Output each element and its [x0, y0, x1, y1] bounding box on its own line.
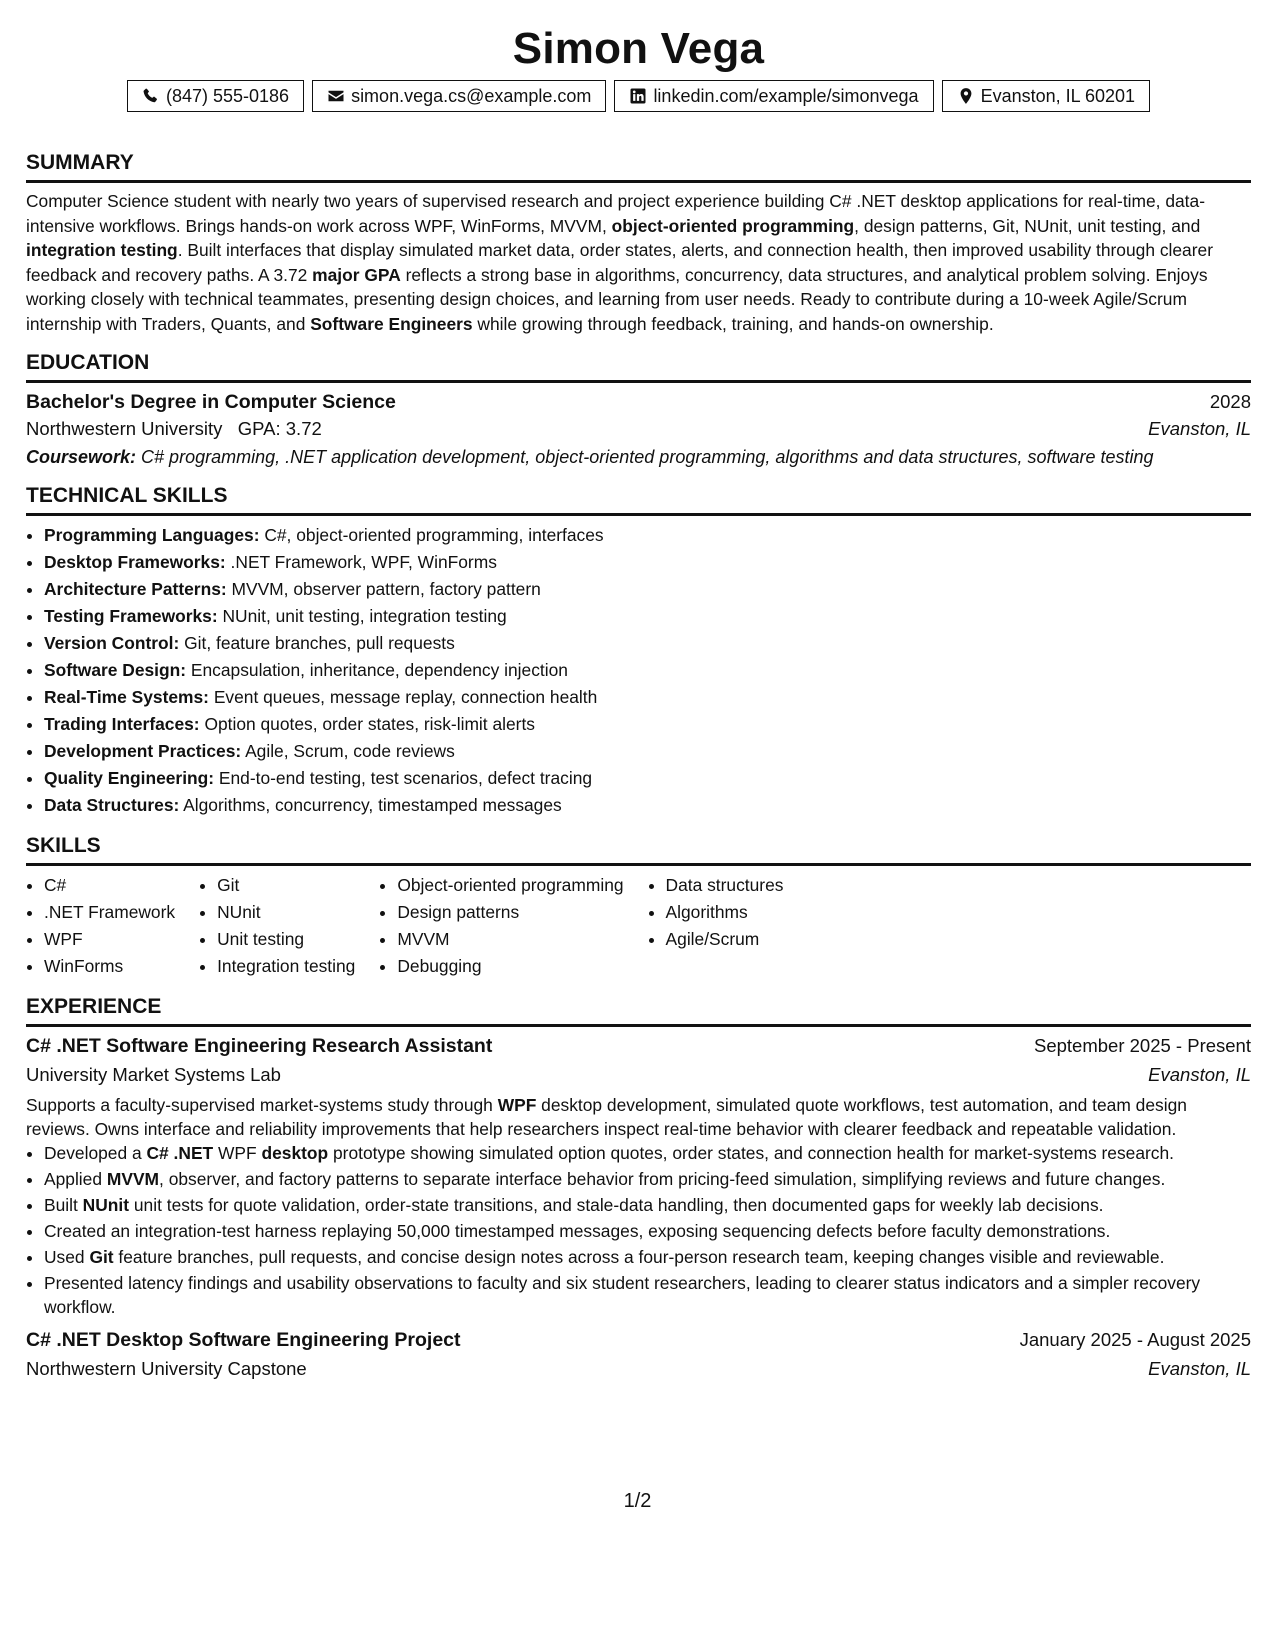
list-item: • Algorithms — [666, 899, 784, 926]
page-number: 1/2 — [623, 1490, 652, 1512]
bullet-segment: unit tests for quote validation, order-state transitions, and stale-data handling, then documented gaps for weekly lab decisions. — [129, 1195, 1104, 1215]
bullet-segment: Created an integration-test harness replaying 50,000 timestamped messages, exposing sequencing defects before faculty demonstrations. — [44, 1221, 1111, 1241]
summary-segment: . Built interfaces that display simulated market data, order states, alerts, and connection health, then improved usability through clearer feedback and recovery paths. A 3.72 — [26, 240, 1213, 285]
list-item: • Object-oriented programming — [397, 872, 623, 899]
skill-value: Algorithms, concurrency, timestamped messages — [183, 795, 562, 815]
bullet-segment: Used — [44, 1247, 90, 1267]
summary-keyword: object-oriented programming — [611, 215, 855, 236]
bullet-segment: , observer, and factory patterns to separate interface behavior from pricing-feed simulation, simplifying reviews and future changes. — [159, 1169, 1166, 1189]
bullet-keyword: C# .NET — [146, 1143, 214, 1163]
role-title: C# .NET Software Engineering Research Assistant — [26, 1035, 493, 1057]
list-item — [44, 711, 1251, 738]
school-name: Northwestern University — [26, 418, 223, 439]
list-item: • Unit testing — [217, 926, 355, 953]
skills-column — [648, 872, 784, 980]
list-item: • Agile/Scrum — [666, 926, 784, 953]
list-item — [44, 1167, 1251, 1191]
list-item: • NUnit — [217, 899, 355, 926]
role-dates: January 2025 - August 2025 — [1019, 1329, 1251, 1350]
list-item: • Git — [217, 872, 355, 899]
technical-skills-list — [26, 522, 1251, 819]
bullet-segment: Developed a — [44, 1143, 147, 1163]
organization: University Market Systems Lab — [26, 1064, 281, 1085]
list-item — [44, 576, 1251, 603]
contact-linkedin[interactable] — [614, 80, 933, 112]
education-header-row — [26, 391, 1251, 414]
candidate-name: Simon Vega — [512, 24, 765, 73]
coursework — [26, 446, 1251, 469]
skill-label: Desktop Frameworks: — [44, 552, 226, 572]
skill-label: Programming Languages: — [44, 525, 260, 545]
school-line — [26, 418, 322, 440]
skills-heading: SKILLS — [26, 833, 1251, 866]
experience-org-row — [26, 1358, 1251, 1380]
list-item — [44, 765, 1251, 792]
summary-text — [26, 189, 1251, 336]
summary-keyword: Software Engineers — [310, 313, 473, 334]
skill-value: Event queues, message replay, connection health — [213, 687, 598, 707]
role-title: C# .NET Desktop Software Engineering Project — [26, 1329, 461, 1351]
resume-page — [26, 22, 1251, 1380]
role-bullets — [26, 1141, 1251, 1319]
bullet-segment: Presented latency findings and usability observations to faculty and six student researchers, leading to clearer status indicators and a simpler recovery workflow. — [44, 1273, 1201, 1317]
education-heading: EDUCATION — [26, 350, 1251, 383]
list-item — [44, 630, 1251, 657]
bullet-segment: Applied — [44, 1169, 107, 1189]
education-school-row — [26, 418, 1251, 440]
summary-segment: , design patterns, Git, NUnit, unit testing, and — [854, 215, 1201, 236]
school-location: Evanston, IL — [1148, 418, 1251, 439]
bullet-keyword: desktop — [261, 1143, 329, 1163]
list-item — [44, 603, 1251, 630]
skill-label: Real-Time Systems: — [44, 687, 209, 707]
skill-label: Software Design: — [44, 660, 187, 680]
gpa: GPA: 3.72 — [237, 418, 322, 439]
list-item — [44, 1219, 1251, 1243]
list-item — [44, 792, 1251, 819]
list-item — [44, 1271, 1251, 1319]
coursework-text: C# programming, .NET application development, object-oriented programming, algorithms and data structures, software testing — [141, 447, 1154, 467]
list-item — [44, 657, 1251, 684]
summary-keyword: major GPA — [312, 264, 401, 285]
linkedin-icon — [629, 87, 647, 105]
skill-value: Git, feature branches, pull requests — [184, 633, 455, 653]
summary-keyword: integration testing — [26, 240, 178, 260]
map-pin-icon — [957, 87, 975, 105]
contact-phone[interactable] — [127, 80, 304, 112]
summary-heading: SUMMARY — [26, 150, 1251, 183]
skill-label: Testing Frameworks: — [44, 606, 218, 626]
list-item: • .NET Framework — [44, 899, 175, 926]
list-item — [44, 1245, 1251, 1269]
technical-skills-heading: TECHNICAL SKILLS — [26, 483, 1251, 516]
skill-label: Architecture Patterns: — [44, 579, 227, 599]
role-location: Evanston, IL — [1148, 1064, 1251, 1085]
bullet-keyword: Git — [89, 1247, 114, 1267]
phone-icon — [142, 87, 160, 105]
skill-value: End-to-end testing, test scenarios, defect tracing — [218, 768, 593, 788]
bullet-segment: prototype showing simulated option quotes, order states, and connection health for market-systems research. — [328, 1143, 1174, 1163]
list-item: • MVVM — [397, 926, 623, 953]
experience-entry — [26, 1035, 1251, 1319]
skill-value: .NET Framework, WPF, WinForms — [230, 552, 497, 572]
list-item: • Design patterns — [397, 899, 623, 926]
bullet-segment: WPF — [213, 1143, 262, 1163]
bullet-segment: Built — [44, 1195, 83, 1215]
list-item — [44, 684, 1251, 711]
experience-entry — [26, 1329, 1251, 1380]
list-item — [44, 738, 1251, 765]
bullet-segment: feature branches, pull requests, and concise design notes across a four-person research team, keeping changes visible and reviewable. — [113, 1247, 1165, 1267]
list-item: • Data structures — [666, 872, 784, 899]
skill-label: Trading Interfaces: — [44, 714, 200, 734]
summary-segment: Computer Science student with nearly two years of supervised research and project experience building C# .NET desktop applications for real-time, data-intensive workflows. Brings hands-on work across WPF, WinForms, MVVM, — [26, 191, 1205, 236]
experience-header-row — [26, 1035, 1251, 1058]
skill-value: Agile, Scrum, code reviews — [245, 741, 455, 761]
envelope-icon — [327, 87, 345, 105]
contact-bar — [26, 80, 1251, 112]
list-item: • WPF — [44, 926, 175, 953]
contact-location — [942, 80, 1150, 112]
description-segment: Supports a faculty-supervised market-systems study through — [26, 1095, 498, 1115]
list-item: • Integration testing — [217, 953, 355, 980]
role-description — [26, 1094, 1251, 1141]
skill-value: C#, object-oriented programming, interfaces — [264, 525, 604, 545]
skill-value: Encapsulation, inheritance, dependency injection — [190, 660, 568, 680]
list-item — [44, 1193, 1251, 1217]
email-text: simon.vega.cs@example.com — [351, 85, 592, 106]
technical-skills-section — [26, 483, 1251, 819]
description-keyword: WPF — [497, 1095, 537, 1115]
skill-label: Version Control: — [44, 633, 180, 653]
degree-title: Bachelor's Degree in Computer Science — [26, 391, 396, 413]
description-segment: desktop development, simulated quote workflows, test automation, and team design reviews. Owns interface and reliability improvements that help researchers inspect real-time behavior with clearer feedback and repeatable validation. — [26, 1095, 1187, 1139]
list-item: • WinForms — [44, 953, 175, 980]
skill-value: MVVM, observer pattern, factory pattern — [231, 579, 541, 599]
list-item: • Debugging — [397, 953, 623, 980]
skills-column — [26, 872, 175, 980]
skills-section — [26, 833, 1251, 980]
skills-column — [199, 872, 355, 980]
summary-segment: reflects a strong base in algorithms, concurrency, data structures, and analytical problem solving. Enjoys working closely with technical teammates, presenting design choices, and learning from user needs. Ready to contribute during a 10-week Agile/Scrum internship with Traders, Quants, and — [26, 264, 1208, 334]
coursework-label: Coursework: — [26, 447, 137, 467]
skill-label: Quality Engineering: — [44, 768, 215, 788]
bullet-keyword: NUnit — [82, 1195, 130, 1215]
phone-text: (847) 555-0186 — [165, 85, 290, 106]
bullet-keyword: MVVM — [106, 1169, 160, 1189]
role-location: Evanston, IL — [1148, 1358, 1251, 1379]
skill-label: Development Practices: — [44, 741, 242, 761]
summary-segment: while growing through feedback, training, and hands-on ownership. — [472, 313, 994, 334]
skills-columns — [26, 872, 1251, 980]
skill-value: Option quotes, order states, risk-limit alerts — [204, 714, 535, 734]
skill-label: Data Structures: — [44, 795, 180, 815]
education-section — [26, 350, 1251, 469]
list-item: • C# — [44, 872, 175, 899]
skills-column — [379, 872, 623, 980]
experience-heading: EXPERIENCE — [26, 994, 1251, 1027]
contact-email[interactable] — [312, 80, 606, 112]
graduation-year: 2028 — [1209, 391, 1251, 412]
experience-org-row — [26, 1064, 1251, 1086]
skill-value: NUnit, unit testing, integration testing — [222, 606, 507, 626]
location-text: Evanston, IL 60201 — [980, 85, 1136, 106]
role-dates: September 2025 - Present — [1034, 1035, 1251, 1056]
linkedin-text: linkedin.com/example/simonvega — [653, 85, 919, 106]
experience-header-row — [26, 1329, 1251, 1352]
list-item — [44, 522, 1251, 549]
experience-section — [26, 994, 1251, 1380]
list-item — [44, 1141, 1251, 1165]
summary-section — [26, 150, 1251, 336]
list-item — [44, 549, 1251, 576]
organization: Northwestern University Capstone — [26, 1358, 307, 1379]
